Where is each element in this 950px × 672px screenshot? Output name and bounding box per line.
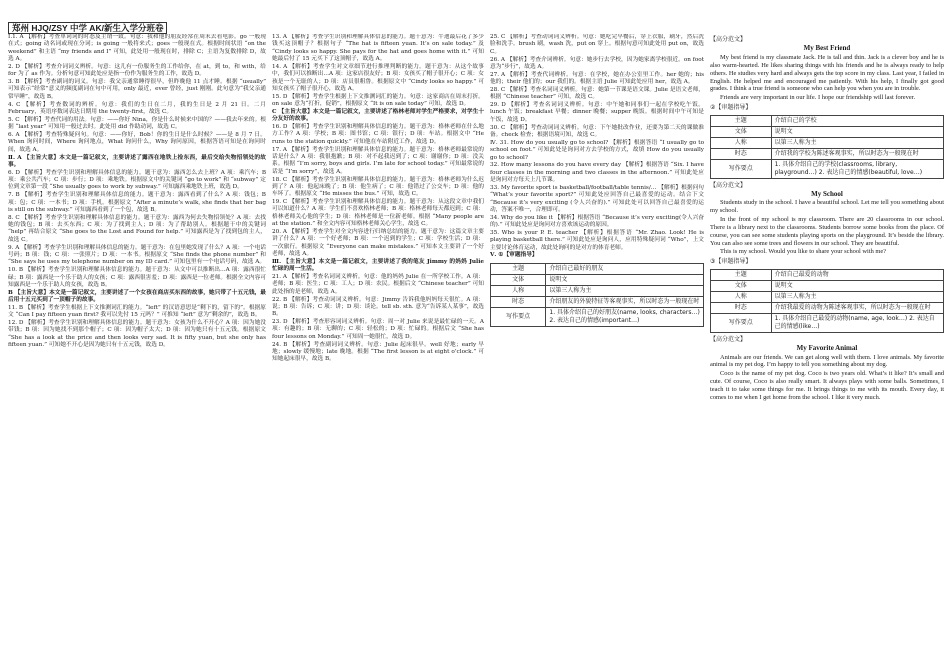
outline-key: 时态 (711, 302, 772, 313)
essay-2-title: My School (811, 189, 843, 198)
essay-paragraph: Animals are our friends. We can get along well with them. I love animals. My favorite animal is my pet dog. I’m happy to tell you something about my dog. (710, 353, 944, 369)
outline-row (711, 126, 944, 137)
outline-key: 人称 (711, 291, 772, 302)
outline-value: 1. 具体介绍自己的好朋友(name, looks, characters…) 2. 表达自己的情感(important…) (546, 307, 704, 326)
outline-row (711, 302, 944, 313)
essay-paragraph: My best friend is my classmate Jack. He is tall and thin. Jack is a clever boy and he is also warm-hearted. He likes sharing things with his friends and he is always ready to help others. He studies very hard and always gets the top score in my class. Last year, I failed in English. He helped me and encouraged me patiently. With his help, I finally got good grades. I think a true friend is someone who can help you when you are in trouble. (710, 53, 944, 93)
outline-key: 写作要点 (711, 313, 772, 332)
answer-paragraph: 28. C 【解析】考查名词词义辨析。句意：她第一节课是语文课。Julie 是语文老师，根据 “Chinese teacher” 可知，故选 C。 (490, 86, 704, 101)
answer-paragraph: 6. A 【解析】考查特殊疑问句。句意：——你好，Bob！你的生日是什么时候？——是 8 月 7 日。When 询问时间，Where 询问地点，What 询问什么，Why 询问原因，根据答语可知是在询问时间，故选 A。 (8, 131, 266, 153)
essay-3-label: 【高分范文】 (710, 335, 747, 343)
essay-1-body (710, 54, 944, 102)
answer-paragraph: 5. C 【解析】考查代词的用法。句意：——你好 Nina，你是什么时候来中国的？——我去年来的。根据 “last year” 可知用一般过去时。此处用 did 作助动词，故选 C。 (8, 116, 266, 131)
sample-essays-column (710, 34, 944, 668)
answer-paragraph: 20. A 【解析】考查学生对全文内容进行归纳总结的能力。题干意为：这篇文章主要讲了什么？A 项：一个好老师；B 项：一个迟到的学生；C 项：学校生活；D 项：一次旅行。根据原文 “Everyone can make mistakes.” 可知本文主要讲了一个好老师，故选 A。 (272, 228, 484, 257)
answer-paragraph: 23. D 【解析】考查形容词词义辨析。句意：周一对 Julie 来说是最忙碌的一天。A 项：有趣的；B 项：无聊的；C 项：轻松的；D 项：忙碌的。根据后文 “She has four lessons on Monday.” 可知周一她很忙，故选 D。 (272, 319, 484, 340)
answer-paragraph: Ⅴ. ①【审题指导】 (490, 252, 538, 259)
outline-value: 介绍我的学校为陈述客观事实，所以时态为一般现在时 (771, 148, 943, 159)
outline-row (711, 148, 944, 159)
outline-key: 文体 (491, 274, 546, 285)
outline-value: 介绍我最爱的动物为陈述客观事实，所以时态为一般现在时 (771, 302, 943, 313)
answer-paragraph: 21. A 【解析】考查名词词义辨析。句意：他的妈妈 Julie 在一所学校工作。A 项：老师；B 项：医生；C 项：工人；D 项：农民。根据后文 “Chinese teacher” 可知此处指的是老师，故选 A。 (272, 274, 484, 295)
answer-paragraph: 11. B 【解析】考查学生根据上下文推测词汇的能力。“left” 的汉语意思是“剩下的，留下的”。根据原文 “Can I pay fifteen yuan first? 我可以先付 15 元吗？” 可推知 “left” 意为“剩余的”，故选 B。 (8, 304, 266, 319)
answer-paragraph: 7. B 【解析】考查学生识别和理解具体信息的能力。题干意为：露西看到了什么？A 项：钱包；B 项：包；C 项：一本书；D 项：手机。根据原文 “After a minute’s walk, she finds that her bag is still on the subway.” 可知露西看到了一个包，故选 B。 (8, 192, 266, 213)
answer-paragraph: Ⅱ. A 【主旨大意】本文是一篇记叙文，主要讲述了露西在地铁上捡东西，最后交给失物招领处的故事。 (8, 154, 266, 168)
outline-value: 介绍自己的学校 (771, 115, 943, 126)
writing-outline-table-2 (710, 115, 944, 179)
answer-paragraph: 32. How many lessons do you have every day 【解析】根据答语 “Six. I have four classes in the morning and two classes in the afternoon.” 可知此处应是询问对方每天上几节课。 (490, 162, 704, 184)
outline-key: 主题 (711, 115, 772, 126)
outline-value: 以第三人称为主 (771, 291, 943, 302)
answer-paragraph: 17. A 【解析】考查学生识别和理解具体信息的能力。题干意为：格林老师最常说的话是什么？A 项：我很抱歉；B 项：对不起我迟到了；C 项：谢谢你；D 项：没关系。根据 “I’m sorry, boys and girls. I’m late for school today.” 可知最常说的话是 “I’m sorry”，故选 A。 (272, 146, 484, 175)
outline-row (491, 274, 704, 285)
outline-row (711, 115, 944, 126)
writing-outline-table-3 (710, 269, 944, 333)
outline-row (711, 291, 944, 302)
outline-value: 1. 具体介绍自己的学校(classrooms, library, playground…) 2. 表达自己的情感(beautiful, love…) (771, 159, 943, 178)
answer-paragraph: C 【主旨大意】本文是一篇记叙文，主要讲述了格林老师对学生严格要求，对学生十分友好的故事。 (272, 108, 484, 123)
answer-paragraph: 35. Who is your P. E. teacher 【解析】根据答语 “Mr. Zhao. Look! He is playing basketball there.” 可知此处应是询问人，应用特殊疑问词 “Who”，上文主要讨论体育运动，故此处询问的是对方的体育老师。 (490, 229, 704, 251)
outline-row (711, 313, 944, 332)
writing-outline-table-1 (490, 263, 704, 327)
answer-column-2 (272, 34, 484, 668)
page-title: 郑州 HJQ/ZSY 中学 AK/新生入学分班卷 (8, 22, 167, 34)
answer-paragraph: 13. A 【解析】考查学生识别和理解具体信息的能力。题干意为：牛迪最后花了多少钱买这顶帽子？根据句子 “The hat is fifteen yuan. It’s on sale today.” 及 “Cindy looks so happy. She pays for the hat and goes home with it.” 可知她最后付了 15 元买下了这顶帽子，故选 A。 (272, 34, 484, 63)
answer-paragraph: 34. Why do you like it 【解析】根据答语 “Because it’s very exciting(令人兴奋的).” 可知此处应是询问对方喜欢该运动的原因。 (490, 214, 704, 229)
outline-key: 文体 (711, 280, 772, 291)
outline-row (491, 296, 704, 307)
answer-paragraph: 27. A 【解析】考查代词辨析。句意：在学校，她在办公室里工作。her 她的；his 他的；their 他们的；our 我们的。根据主语 Julie 可知此处应用 her，故选 A。 (490, 71, 704, 86)
answer-paragraph: Ⅳ. 31. How do you usually go to school? 【解析】根据答语 “I usually go to school on foot.” 可知此处是询问对方去学校的方式，故填 How do you usually go to school? (490, 139, 704, 161)
answer-paragraph: B 【主旨大意】本文是一篇记叙文，主要讲述了一个女孩在商店买东西的故事，她只带了十五元钱，最后用十五元买到了一顶帽子的故事。 (8, 289, 266, 304)
outline-value: 说明文 (546, 274, 704, 285)
answer-paragraph: 16. D 【解析】考查学生识别和理解具体信息的能力。题干意为：格林老师在什么地方工作？A 项：学校；B 项：图书馆；C 项：银行；D 项：车站。根据文中 “He runs to the station quickly.” 可知他在车站附近工作，故选 D。 (272, 124, 484, 145)
outline-value: 介绍朋友的外貌特征等客观事实，所以时态为一般现在时 (546, 296, 704, 307)
answer-paragraph: Ⅰ.1. A 【解析】考查单词词的时态及主谓一致。句意：我和他的朋友经常在周末去看电影。go 一般现在式；going 动名词或现在分词；is going 一般将来式；goes 一般现在式。根据时间状语 “on the weekend” 和主语 “my friends and I” 可知，此处用一般现在时，排除 C；主语为复数排除 D，故选 A。 (8, 34, 266, 63)
outline-2-label: ②【审题指导】 (710, 103, 752, 111)
outline-key: 写作要点 (711, 159, 772, 178)
outline-row (711, 137, 944, 148)
outline-row (711, 269, 944, 280)
essay-2-label: 【高分范文】 (710, 181, 747, 189)
answer-column-1 (8, 34, 266, 668)
outline-row (711, 159, 944, 178)
answer-paragraph: 33. My favorite sport is basketball/football/table tennis/… 【解析】根据问句 “What’s your favorite sport?” 可知此处应回答自己最喜爱的运动。结合下文 “Because it’s very exciting (令人兴奋的).” 可知此处可以回答自己最喜爱的运动，答案不唯一，合理即可。 (490, 184, 704, 213)
outline-row (491, 307, 704, 326)
answer-paragraph: 12. D 【解析】考查学生识别和理解具体信息的能力。题干意为：女孩为什么不开心？A 项：因为她没带钱；B 项：因为她找不到那个帽子；C 项：因为帽子太大；D 项：因为她只有十五元钱。根据原文 “She has a look at the price and then looks very sad. It is fifty yuan, but she only has fifteen yuan.” 可知她不开心是因为她只有十五元钱，故选 D。 (8, 320, 266, 349)
outline-3-label: ③【审题指导】 (710, 257, 752, 265)
outline-value: 1. 具体介绍自己最爱的动物(name, age, look…) 2. 表达自己的情感(like…) (771, 313, 943, 332)
outline-key: 主题 (711, 269, 772, 280)
answer-paragraph: 29. D 【解析】考查名词词义辨析。句意：中午她和同事们一起在学校吃午饭。lunch 午饭；breakfast 早餐；dinner 晚餐；supper 晚饭。根据时间中午可知是午饭，故选 D。 (490, 102, 704, 123)
outline-key: 写作要点 (491, 307, 546, 326)
answer-paragraph: 3. B 【解析】考查副词的词义。句意：我父亲通常睡得很早，但昨晚他 11 点才睡。根据 “usually” 可知表示“经常”意义的频度副词在句中可用，only 最近，ever 曾经，just 刚刚。此句意为“我父亲通常早睡”，故选 B。 (8, 79, 266, 100)
outline-value: 以第三人称为主 (771, 137, 943, 148)
answer-paragraph: 19. C 【解析】考查学生识别和理解具体信息的能力。题干意为：从这段文章中我们可以知道什么？A 项：学生们不喜欢格林老师；B 项：格林老师每天都迟到；C 项：格林老师关心他的学生；D 项：格林老师是一位新老师。根据 “Many people are at the station.” 和全文内容可知格林老师关心学生，故选 C。 (272, 199, 484, 228)
outline-key: 文体 (711, 126, 772, 137)
outline-key: 主题 (491, 263, 546, 274)
outline-key: 时态 (711, 148, 772, 159)
outline-key: 时态 (491, 296, 546, 307)
outline-key: 人称 (491, 285, 546, 296)
answer-paragraph: 9. A 【解析】考查学生识别和理解具体信息的能力。题干意为：在包里她发现了什么？A 项：一个电话号码；B 项：钱；C 项：一张照片；D 项：一本书。根据原文 “She finds the phone number” 和 “She says he uses my telephone number on my ID card.” 可知包里有一个电话号码，故选 A。 (8, 244, 266, 266)
answer-paragraph: 8. C 【解析】考查学生识别和理解具体信息的能力。题干意为：露西为何去失物招领处？A 项：去找她的钱包；B 项：去买东西；C 项：为了找到主人；D 项：为了帮助别人。根据题干中的关键词 “help” 再结合原文 “She goes to the Lost and Found for help.” 可知露西是为了找到包的主人，故选 C。 (8, 214, 266, 243)
answer-column-3-text (490, 34, 704, 260)
outline-row (491, 263, 704, 274)
essay-3-title: My Favorite Animal (796, 343, 858, 352)
answer-paragraph: 18. C 【解析】考查学生识别和理解具体信息的能力。题干意为：格林老师为什么迟到了？A 项：他起床晚了；B 项：他生病了；C 项：他错过了公交车；D 项：他的车坏了。根据原文 “He misses the bus.” 可知，故选 C。 (272, 176, 484, 198)
essay-1-label: 【高分范文】 (710, 36, 747, 43)
answer-paragraph: 22. B 【解析】考查动词词义辨析。句意：Jimmy 告诉我他妈妈每天很忙。A 项：说；B 项：告诉；C 项：讲；D 项：谈论。tell sb. sth. 意为“告诉某人某事”，故选 B。 (272, 296, 484, 318)
answer-paragraph: 30. C 【解析】考查动词词义辨析。句意：下午她批改作业，还要为第二天的课做准备。check 检查；根据语境可知，故选 C。 (490, 124, 704, 138)
answer-paragraph: 2. D 【解析】考查介词词义辨析。句意：这儿有一份服务生的工作给你，在 at，到 to，和 with，给 for 为了 as 作为。分析句意可知此处应是指一份作为服务生的工作，故选 D。 (8, 63, 266, 78)
outline-value: 以第三人称为主 (546, 285, 704, 296)
outline-value: 说明文 (771, 280, 943, 291)
essay-3-body (710, 354, 944, 402)
outline-row (711, 280, 944, 291)
answer-paragraph: 6. D 【解析】考查学生识别和理解具体信息的能力。题干意为：露西怎么去上班？A 项：乘汽车；B 项：乘公共汽车；C 项：步行；D 项：乘地铁。根据原文中的关键词 “go to work” 和 “subway” 定位到文章第一段 “She usually goes to work by subway.” 可知露西乘地铁上班，故选 D。 (8, 169, 266, 191)
answer-paragraph: 25. C 【解析】考查动词词义辨析。句意：她吃完早餐后，穿上衣服，刷牙，然后洗脸和洗手。brush 刷，wash 洗，put on 穿上。根据句意可知此处用 put on，故选 C。 (490, 34, 704, 55)
answer-paragraph: 24. B 【解析】考查副词词义辨析。句意：Julie 起床很早。well 好地；early 早地；slowly 缓慢地；late 晚地。根据 “The first lesson is at eight o’clock.” 可知她起床很早，故选 B。 (272, 341, 484, 363)
answer-paragraph: Ⅲ. 【主旨大意】本文是一篇记叙文，主要讲述了我的笔友 Jimmy 的妈妈 Julie 忙碌的周一生活。 (272, 258, 484, 273)
essay-paragraph: Friends are very important in our life. I hope our friendship will last forever. (720, 93, 916, 101)
essay-paragraph: Coco is the name of my pet dog. Coco is two years old. What’s it like? It’s small and cute. Of course, Coco is also really smart. It always plays with some balls. Sometimes, I teach it to take some things for me. It brings things to me with its mouth. Every day, it comes to me when I get home from the school. I like it very much. (710, 369, 944, 401)
answer-column-3 (490, 34, 704, 668)
essay-paragraph: In the front of my school is my classroom. There are 20 classrooms in our school. There is a library next to the classrooms. Students borrow some books from the place. Of course, you can see some students playing sports on the playground. It’s beside the library. You can also see some trees and flowers in our school. They are beautiful. (710, 215, 944, 247)
outline-value: 介绍自己最爱的动物 (771, 269, 943, 280)
essay-paragraph: Students study in the school. I have a beautiful school. Let me tell you something about my school. (710, 199, 944, 215)
outline-value: 介绍自己最好的朋友 (546, 263, 704, 274)
outline-value: 说明文 (771, 126, 943, 137)
outline-row (491, 285, 704, 296)
answer-paragraph: 14. A 【解析】考查学生对文章细节进行推理判断的能力。题干意为：从这个故事中，我们可以推断出…A 项：这家店很友好；B 项：女孩买了帽子很开心；C 项：女孩是一个无耻的人；D 项：店员很粗鲁。根据原文中 “Cindy looks so happy.” 可知女孩买了帽子很开心，故选 A。 (272, 63, 484, 92)
answer-paragraph: 15. D 【解析】考查学生根据上下文推测词汇的能力。句意：这家商店在周末打折。on sale 意为“打折，促销”，根据原文 “It is on sale today” 可知，故选 D。 (272, 93, 484, 108)
answer-paragraph: 10. B 【解析】考查学生识别和理解具体信息的能力。题干意为：从文中可以推断出…A 项：露西很忙碌；B 项：露西是一个乐于助人的女孩；C 项：露西很害羞；D 项：露西是一位老师。根据全文内容可知露西是一个乐于助人的女孩，故选 B。 (8, 267, 266, 288)
outline-key: 人称 (711, 137, 772, 148)
essay-1-title: My Best Friend (803, 43, 851, 52)
essay-paragraph: This is my school. Would you like to share your school with me? (720, 247, 887, 255)
answer-paragraph: 26. A 【解析】考查介词辨析。句意：她步行去学校，因为她家离学校很近。on foot 意为“步行”，故选 A。 (490, 56, 704, 70)
answer-paragraph: 4. C 【解析】考查数词的辨析。句意：我们的生日在二月，我的生日是 2 月 21 日。二月 February，英语序数词表达日期用 the twenty-first，故选 C。 (8, 101, 266, 115)
essay-2-body (710, 199, 944, 255)
